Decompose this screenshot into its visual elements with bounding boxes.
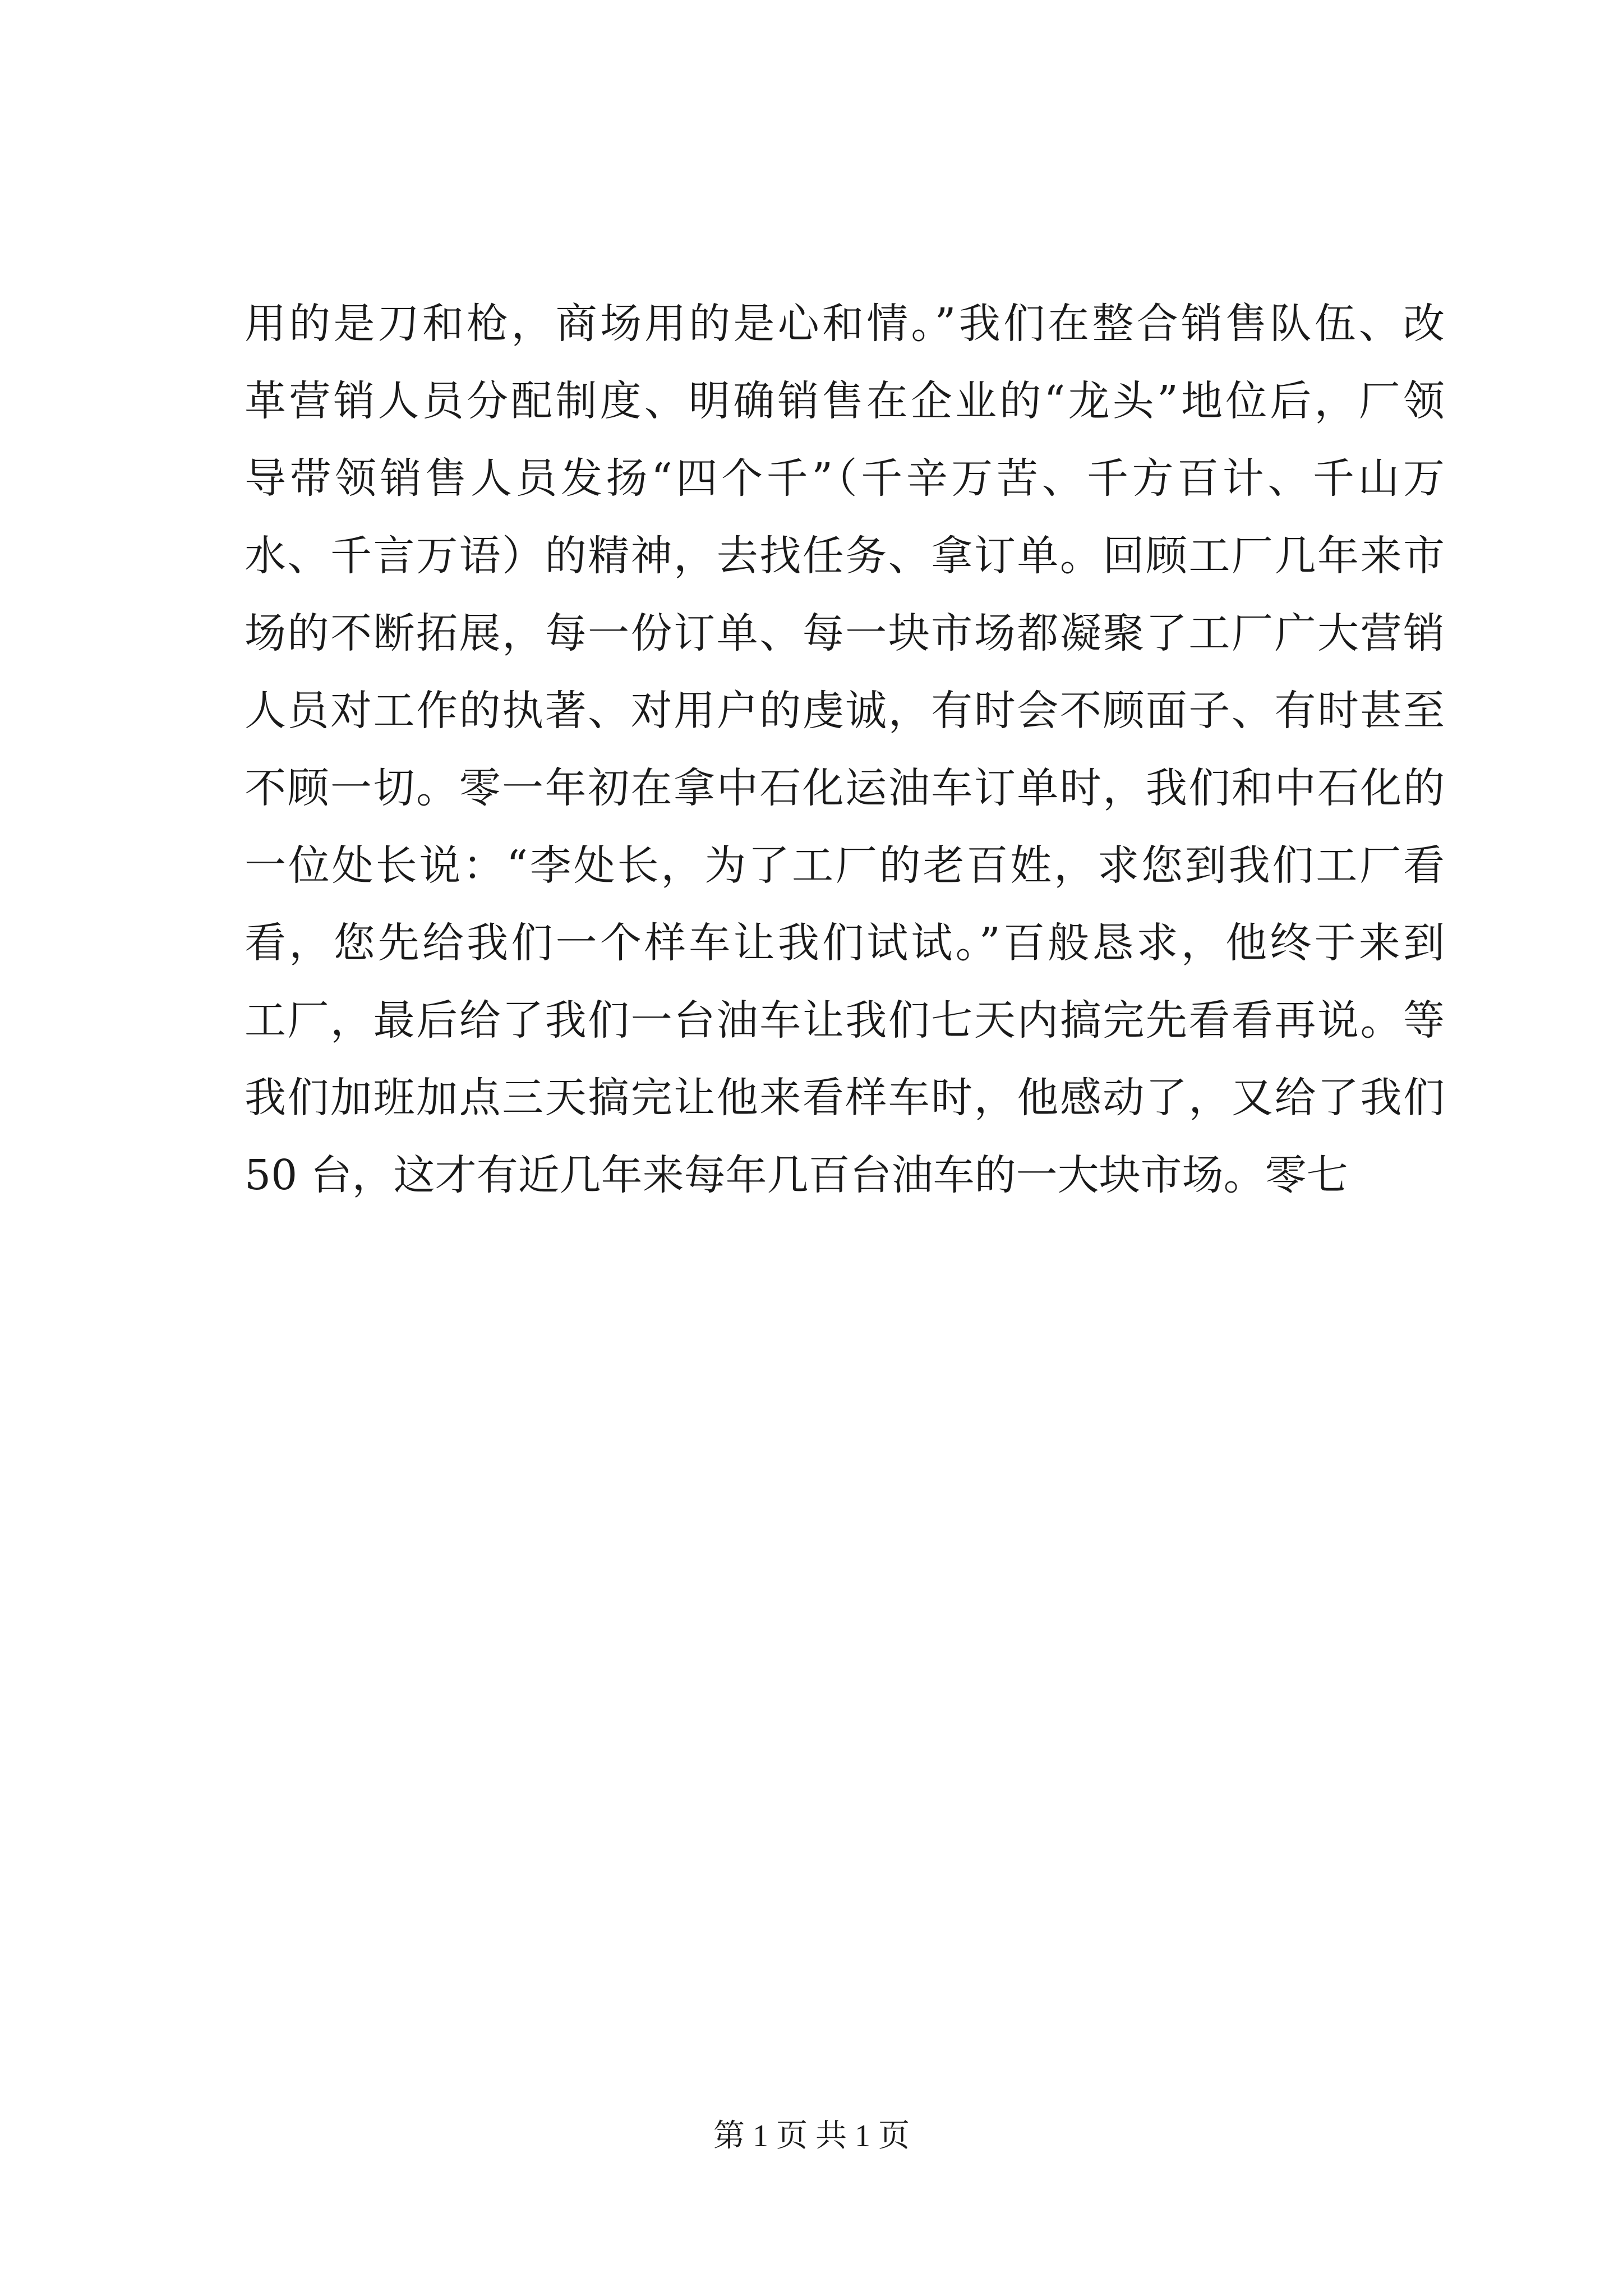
text-line: 水、千言万语）的精神，去找任务、拿订单。回顾工厂几年来市 — [245, 532, 1445, 580]
text-line: 一位处长说：“李处长，为了工厂的老百姓，求您到我们工厂看 — [245, 841, 1445, 890]
text-line: 导带领销售人员发扬“四个千”（千辛万苦、千方百计、千山万 — [245, 454, 1445, 503]
body-paragraph — [245, 285, 1445, 1214]
text-line: 我们加班加点三天搞完让他来看样车时，他感动了，又给了我们 — [245, 1074, 1445, 1122]
text-line: 场的不断拓展，每一份订单、每一块市场都凝聚了工厂广大营销 — [245, 609, 1445, 657]
text-line-last: 50 台，这才有近几年来每年几百台油车的一大块市场。零七 — [245, 1151, 1348, 1199]
text-line: 不顾一切。零一年初在拿中石化运油车订单时，我们和中石化的 — [245, 764, 1445, 812]
text-line: 工厂，最后给了我们一台油车让我们七天内搞完先看看再说。等 — [245, 996, 1445, 1045]
text-line: 用的是刀和枪，商场用的是心和情。”我们在整合销售队伍、改 — [245, 300, 1445, 348]
page-footer: 第 1 页 共 1 页 — [713, 2119, 910, 2154]
text-line: 人员对工作的执著、对用户的虔诚，有时会不顾面子、有时甚至 — [245, 687, 1445, 735]
text-line: 看，您先给我们一个样车让我们试试。”百般恳求，他终于来到 — [245, 919, 1445, 967]
text-line: 革营销人员分配制度、明确销售在企业的“龙头”地位后，厂领 — [245, 377, 1445, 425]
